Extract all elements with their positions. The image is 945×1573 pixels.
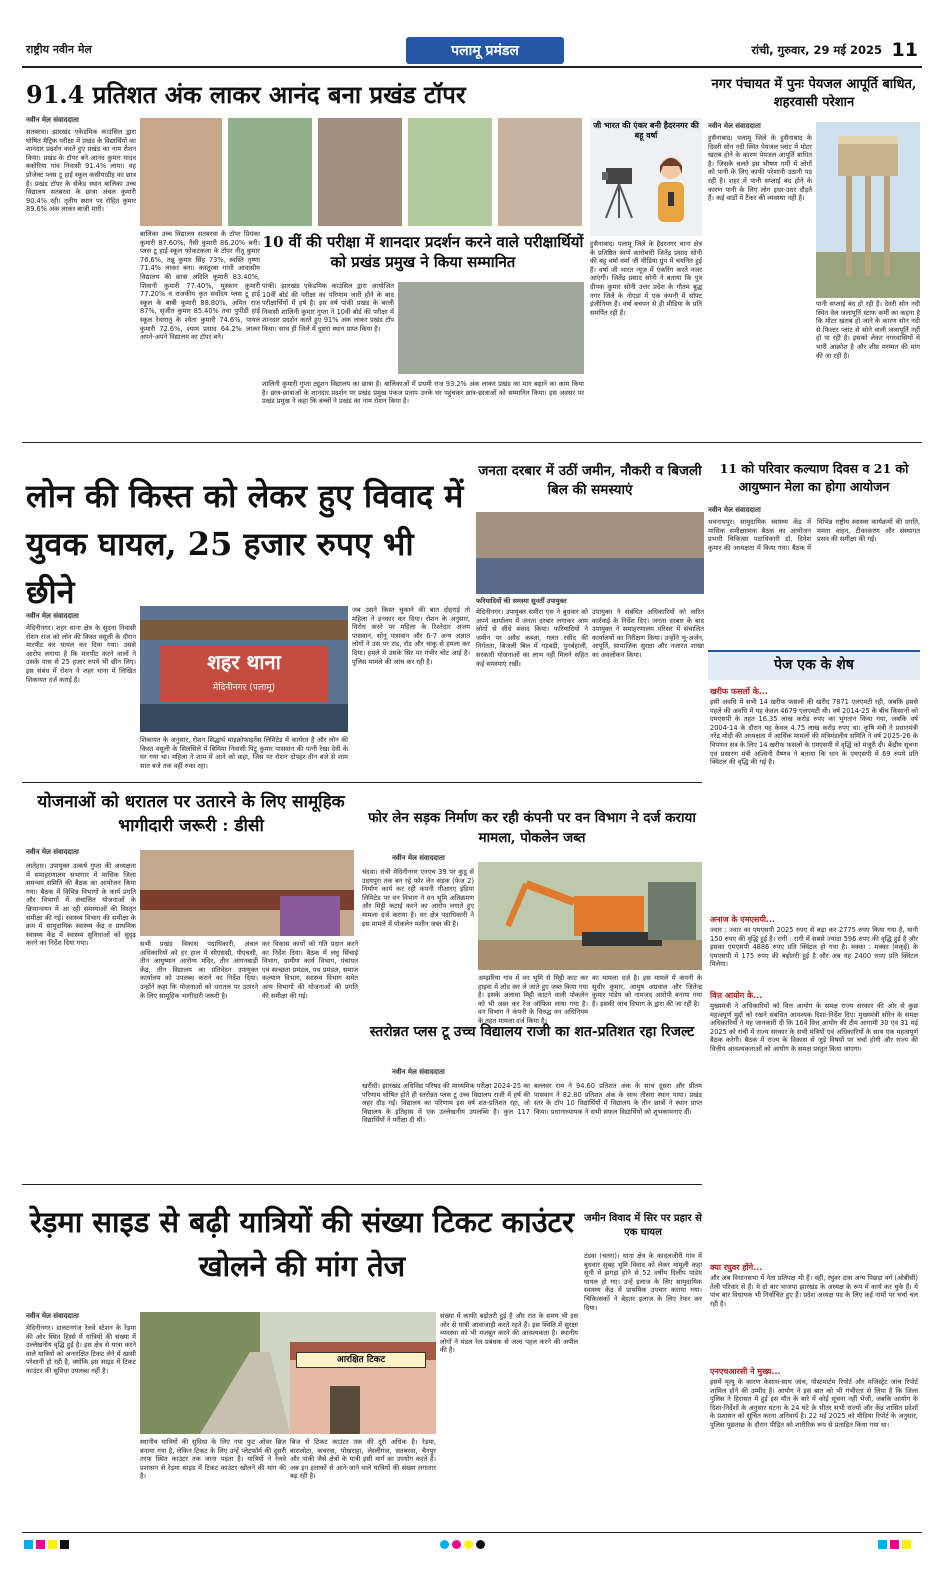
registration-mark bbox=[48, 1540, 57, 1549]
registration-mark bbox=[24, 1540, 33, 1549]
a6-text2: उपायुक्त ने संबंधित अधिकारियों को त्वरित कार्रवाई के निर्देश दिए। जनता दरबार के बाद उपायुक्त ने समाहरणालय परिसर में संचालित कार्यालयों का निरीक्षण किया। उन्होंने भू-अर्जन, आपूर्ति, सामाजिक सुरक्षा और नजारत शाखा का अवलोकन किया। bbox=[592, 608, 704, 659]
a9-text: चंदवा। रांची मेदिनीनगर एनएच 39 पर कुडू से उदयपुरा तक बन रहे फोर लेन सड़क (फेज 2) निर्माण कार्य कर रही कंपनी पीआरए इंडिया लिमिटेड पर वन विभाग ने वन भूमि अतिक्रमण और मिट्टी कटाई करने का आरोप लगाते हुए मामला दर्ज कराया है। वन क्षेत्र पदाधिकारी ने इस मामले में पोकलेन मशीन जब्त की है। bbox=[362, 868, 474, 928]
a12-headline: जमीन विवाद में सिर पर प्रहार से एक घायल bbox=[584, 1213, 702, 1238]
a7-text: भवनाथपुर। सामुदायिक स्वास्थ्य केंद्र में मासिक समीक्षात्मक बैठक का आयोजन प्रभारी चिकित्सा पदाधिकारी डॉ. दिनेश कुमार की अध्यक्षता में किया गया। बैठक में विभिन्न राष्ट्रीय स्वास्थ्य कार्यक्रमों की प्रगति, ममता वाहन, टीकाकरण और संस्थागत प्रसव की समीक्षा की गई। bbox=[708, 518, 920, 552]
a4-byline: नवीन मेल संवाददाता bbox=[708, 122, 761, 130]
station-sign: आरक्षित टिकट bbox=[296, 1352, 426, 1368]
side-t3: मुख्यमंत्री ने अधिकारियों को वित्त आयोग के समक्ष राज्य सरकार की ओर से कुछ महत्वपूर्ण मुद्दों को रखने संबंधित आवश्यक दिशा-निर्देश दिए। मुख्यमंत्री सोरेन के समक्ष अधिकारियों ने यह जानकारी दी कि 16वें वित्त आयोग की टीम आगामी 30 एवं 31 मई 2025 को रांची में राज्य सरकार के सभी मंत्रियों एवं अधिकारियों के साथ एक महत्वपूर्ण बैठक करेगी। बैठक में राज्य के विकास से जुड़े विषयों पर चर्चा होगी और राज्य की वित्तीय आवश्यकताओं को आयोग के समक्ष प्रस्तुत किया जाएगा। bbox=[710, 1002, 918, 1053]
a8-byline: नवीन मेल संवाददाता bbox=[26, 848, 79, 856]
registration-mark bbox=[890, 1540, 899, 1549]
a7-headline: 11 को परिवार कल्याण दिवस व 21 को आयुष्मान मेला का होगा आयोजन bbox=[719, 461, 909, 494]
a10-headline: स्तरोन्नत प्लस टू उच्च विद्यालय राजी का शत-प्रतिशत रहा रिजल्ट bbox=[369, 1024, 695, 1040]
a9-text3: का मामला दर्ज है। इस मामले में कंपनी के सुधीर कुमार, आयुष अग्रवाल और जितेन्द्र कुमार पांडेय को नामजद आरोपी बनाया गया है। इसकी जांच विभाग के द्वारा की जा रही है। bbox=[592, 974, 702, 1008]
station-photo bbox=[140, 1312, 436, 1434]
a4-text2: पानी सप्लाई बंद हो रही है। देवरी सोन नदी स्थित वेल जलापूर्ति स्टाफ कर्मी का कहना है कि मोटर खराब हो जाने के कारण सोन नदी से फिल्टर प्लांट से सोने वाली जलापूर्ति नहीं हो पा रही है। इसको लेकर नगरवासियों में भारी आक्रोश है और शीघ्र मरम्मत की मांग की जा रही है। bbox=[816, 300, 920, 360]
a2-text2: शालिनी कुमारी गुप्ता ट्यूशन विद्यालय का छात्रा है। बालिकाओं में प्रथमी राज 93.2% अंक लाकर प्रखंड का मान बढ़ाने का काम किया है। छात्र-छात्राओं के शानदार प्रदर्शन पर प्रखंड प्रमुख पंकज प्रताप उनके घर पहुंचकर छात्र-छात्राओं को सम्मानित किया। इस अवसर पर प्रखंड प्रमुख ने कहा कि बच्चों ने प्रखंड का नाम रोशन किया है। bbox=[262, 380, 584, 406]
footer-rule bbox=[22, 1532, 922, 1533]
registration-mark bbox=[452, 1540, 461, 1549]
topper-photos bbox=[140, 118, 582, 226]
topper-photo bbox=[408, 118, 492, 226]
side-h4: क्या रघुवर होंगे... bbox=[710, 1263, 763, 1272]
divider bbox=[22, 442, 922, 443]
a8-text: लातेहार। उपायुक्त उत्कर्ष गुप्ता की अध्यक्षता में समाहरणालय सभागार में मासिक जिला समन्वय समिति की बैठक का आयोजन किया गया। बैठक में विभिन्न विभागों के कार्य प्रगति और विभागों में संचालित योजनाओं के क्रियान्वयन में आ रही समस्याओं की विस्तृत समीक्षा की गई। स्वास्थ्य विभाग की समीक्षा के क्रम में सामुदायिक स्वास्थ्य केंद्र व प्राथमिक स्वास्थ्य केंद्र में स्वास्थ्य सुविधाओं को सुदृढ़ करने का निर्देश दिया गया। bbox=[26, 862, 136, 948]
registration-mark bbox=[902, 1540, 911, 1549]
registration-mark bbox=[36, 1540, 45, 1549]
a11-byline: नवीन मेल संवाददाता bbox=[26, 1312, 79, 1320]
divider bbox=[22, 782, 702, 783]
a2-headline: 10 वीं की परीक्षा में शानदार प्रदर्शन करने वाले परीक्षार्थियों को प्रखंड प्रमुख ने किया सम्मानित bbox=[262, 233, 584, 271]
registration-mark bbox=[440, 1540, 449, 1549]
a1-byline: नवीन मेल संवाददाता bbox=[26, 116, 79, 124]
water-tank-photo bbox=[816, 122, 920, 298]
topper-photo bbox=[498, 118, 582, 226]
a6-text: मेदिनीनगर। उपायुक्त समीरा एस ने बुधवार को अपने कार्यालय में जनता दरबार लगाकर आम लोगों से सीधे संवाद किया। फरियादियों ने जमीन पर अवैध कब्जा, गलत रसीद की निर्गतता, बिजली बिल में गड़बड़ी, पुनर्बहाली, सरकारी योजनाओं का लाभ नहीं मिलने सहित कई समस्याएं रखीं। bbox=[476, 608, 588, 668]
a10-text: खरौंधी। झारखंड अधिविद्य परिषद की माध्यमिक परीक्षा 2024-25 का परिणाम घोषित होते ही स्तरोन्नत प्लस टू उच्च विद्यालय राजी में हर्ष की लहर दौड़ गई। विद्यालय का परिणाम इस वर्ष शत-प्रतिशत रहा, जो विद्यालय के इतिहास में एक उल्लेखनीय उपलब्धि है। कुल 117 विद्यार्थियों ने परीक्षा दी थी। bbox=[362, 1082, 530, 1125]
brand-logo: राष्ट्रीय नवीन मेल bbox=[26, 43, 92, 56]
a1-col1: सतबरवा। झारखंड एकेडमिक काउंसिल द्वारा घोषित मैट्रिक परीक्षा में प्रखंड के विद्यार्थियों का शानदार प्रदर्शन करते हुए प्रखंड का नाम रोशन किया। प्रखंड के टॉपर बने आनंद कुमार यादव बकोरिया गांव निवासी 91.4% लाया। वह प्रोजेक्ट प्लस टू हाई स्कूल कसीयाडीह का छात्र है। प्रखंड टॉपर के सेकेंड स्थान बालिका उच्च विद्यालय सतबरवा के छात्रा अंचल कुमारी 90.4% रही। तृतीय स्थान पर रोहित कुमार 89.6% अंक लाकर बाजी मारी। bbox=[26, 128, 136, 214]
a3-text: हुसैनाबाद। पलामू जिले के हैदरनगर थाना क्षेत्र के प्रतिष्ठित स्वर्ण कारोबारी जितेंद्र प्रसाद सोनी की बहू वर्षा वर्मा जी मीडिया ग्रुप में चयनित हुई हैं। वर्षा जी भारत न्यूज़ में एंकरिंग करते नजर आएंगी। जितेंद्र प्रसाद सोनी ने बताया कि पुत्र दीपक कुमार सोनी उत्तर प्रदेश के गौतम बुद्ध नगर जिले के नोएडा में एक कंपनी में सॉफ्ट इंजीनियर हैं। वर्षा बचपन से ही मीडिया के प्रति समर्पित रही हैं। bbox=[590, 240, 702, 317]
a9-byline: नवीन मेल संवाददाता bbox=[392, 854, 445, 862]
side-t1: इसी अवधि में सभी 14 खरीफ फसलों की खरीद 7871 एलएमटी रही, जबकि इससे पहले की अवधि में यह केवल 4679 एलएमटी थी। वर्ष 2014-25 के बीच किसानों को एमएसपी के तहत 16.35 लाख करोड़ रुपए का भुगतान किया गया, जबकि वर्ष 2004-14 के दौरान यह केवल 4.75 लाख करोड़ रुपए था। कृषि मंत्री ने प्रधानमंत्री नरेंद्र मोदी की अध्यक्षता में आर्थिक मामलों की मंत्रिमंडलीय समिति ने वर्ष 2025-26 के विपणन सत्र के लिए 14 खरीफ फसलों के एमएसपी में वृद्धि को मंजूरी दी। केंद्रीय सूचना एवं प्रसारण मंत्री अश्विनी वैष्णव ने बताया कि धान के एमएसपी में 69 रुपये प्रति क्विंटल की वृद्धि की गई है। bbox=[710, 698, 918, 767]
masthead bbox=[22, 36, 922, 66]
a10-byline: नवीन मेल संवाददाता bbox=[392, 1068, 445, 1076]
a8-headline: योजनाओं को धरातल पर उतारने के लिए सामूहिक भागीदारी जरूरी : डीसी bbox=[37, 792, 345, 836]
a9-text2: अम्झरिया गांव में वन भूमि से मिट्टी काट कर हाइवा में लोड कर ले जाते हुए जब्त किया गया है। इसके अलावा मिट्टी काटने वाली पोकलेन को भी जब्त कर रेंज ऑफिस लाया गया है। वन विभाग ने कंपनी के विरुद्ध वन अधिनियम के तहत मामला दर्ज किया है। bbox=[478, 974, 588, 1025]
a6-photo bbox=[476, 512, 704, 594]
registration-mark bbox=[878, 1540, 887, 1549]
station-sign-sub: मेदिनीनगर (पलामू) bbox=[212, 683, 276, 693]
side-t5: इसमें मृत्यु के कारण केसाथ-साथ जांच, पोस्टमार्टम रिपोर्ट और मजिस्ट्रेट जांच रिपोर्ट शामिल होने की उम्मीद है। आयोग ने इस बात को भी गंभीरता से लिया है कि जिला पुलिस ने हिरासत में हुई इस मौत के बारे में कोई सूचना नहीं भेजी, जबकि आयोग के दिशा-निर्देशों के अनुसार घटना के 24 घंटे के भीतर सभी राज्यों और केंद्र शासित प्रदेशों के प्रशासन को सूचित करना अनिवार्य है। 22 मई 2025 को मीडिया रिपोर्ट के अनुसार, पुलिस पूछताछ के दौरान पीड़ित को शारीरिक रूप से प्रताड़ित किया गया था। bbox=[710, 1378, 918, 1429]
anchor-figure-icon bbox=[646, 152, 696, 232]
side-h3: वित्त आयोग के... bbox=[710, 991, 763, 1000]
a5-text2: शिकायत के अनुसार, रोशन सिद्धार्थ माइक्रोफाइनेंस लिमिटेड में कार्यरत है और लोन की किस्त वसूली के सिलसिले में बिमिया निवासी पिंटू कुमार पासवान की पत्नी रेखा देवी के घर गया था। महिला ने शाम में आने को कहा, जिस पर रोशन दोपहर तीन बजे से शाम सात बजे तक वहीं रुका रहा। bbox=[140, 736, 348, 770]
registration-mark bbox=[60, 1540, 69, 1549]
side-h1: खरीफ फसलों के... bbox=[710, 687, 768, 696]
a11-text3: बिज से टिकट काउंटर तक की दूरी अधिक है। रेड़मा, बारालोटा, कचरवा, पोखराहा, लेस्लीगंज, सतबरवा, चैनपुर और पांकी जैसे क्षेत्रों के यात्री इसी मार्ग का उपयोग करते हैं। अब इन इलाकों से आने-जाने वाले यात्रियों की संख्या लगातार बढ़ रही है। bbox=[290, 1438, 436, 1481]
side-h5: एनएचआरसी ने मुख्य... bbox=[710, 1367, 781, 1376]
a2-photo bbox=[398, 282, 584, 374]
a11-text2: स्थानीय यात्रियों की सुविधा के लिए नया फुट ओवर ब्रिज बनाया गया है, लेकिन टिकट के लिए उन्हें प्लेटफॉर्म की दूसरी तरफ स्थित काउंटर तक जाना पड़ता है। यात्रियों ने रेलवे प्रशासन से रेड़मा साइड में टिकट काउंटर खोलने की मांग की है। bbox=[140, 1438, 286, 1481]
masthead-rule bbox=[22, 66, 922, 68]
side-t4: और अब विधानसभा में नेता प्रतिपक्ष भी हैं। वहीं, रघुवर दास अन्य पिछड़ा वर्ग (ओबीसी) तेली परिवार से हैं। ये दो बार भाजपा झारखंड के अध्यक्ष के रूप में कार्य कर चुके हैं। ये पांच बार विधायक भी निर्वाचित हुए हैं। प्रदेश अध्यक्ष पद के लिए कई नामों पर चर्चा चल रही है। bbox=[710, 1274, 918, 1308]
a6-headline: जनता दरबार में उठीं जमीन, नौकरी व बिजली बिल की समस्याएं bbox=[478, 463, 702, 498]
side-h2: अनाज के एमएसपी... bbox=[710, 915, 776, 924]
topper-photo bbox=[228, 118, 312, 226]
a9-headline: फोर लेन सड़क निर्माण कर रही कंपनी पर वन विभाग ने दर्ज कराया मामला, पोकलेन जब्त bbox=[368, 810, 696, 846]
a8-photo bbox=[140, 850, 354, 936]
section-title: पलामू प्रमंडल bbox=[451, 43, 519, 59]
a11-text4: संख्या में काफी बढ़ोतरी हुई है और रात के समय भी इस ओर से यात्री आवाजाही करते रहते हैं। इस स्थिति में सुरक्षा व्यवस्था को भी मजबूत करने की आवश्यकता है। स्थानीय लोगों ने मंडल रेल प्रबंधक से जल्द पहल करने की अपील की है। bbox=[440, 1312, 578, 1355]
a4-headline: नगर पंचायत में पुनः पेयजल आपूर्ति बाधित, शहरवासी परेशान bbox=[711, 77, 917, 110]
camera-icon bbox=[600, 160, 638, 220]
registration-mark bbox=[476, 1540, 485, 1549]
a5-text: मेदिनीनगर। शहर थाना क्षेत्र के सुदना निवासी रोशन राज को लोन की किस्त वसूली के दौरान मारपीट कर घायल कर दिया गया। उससे आरोप लगाया है कि मारपीट करने वालों ने उसके पास से 25 हजार रुपये भी छीन लिए। इस संबंध में रोशन ने शहर थाना में लिखित शिकायत दर्ज कराई है। bbox=[26, 624, 136, 684]
a5-headline: लोन की किस्त को लेकर हुए विवाद में युवक घायल, 25 हजार रुपए भी छीने bbox=[26, 477, 464, 611]
topper-photo bbox=[140, 118, 222, 226]
page-number: 11 bbox=[891, 39, 918, 61]
a4-text: हुसैनाबाद। पलामू जिले के हुसैनाबाद के दिवरी सोन नदी स्थित पेयजल प्लांट में मोटर खराब होने के कारण पेयजल आपूर्ति बाधित है। जिसके चलते इस भीषण गर्मी में लोगों को पानी के लिए काफी परेशानी उठानी पड़ रही है। शहर में पानी सप्लाई बंद होने के कारण पानी के लिए लोग इधर-उधर दौड़ते हैं। कई वार्डों में टैंकर की व्यवस्था नहीं है। bbox=[708, 134, 812, 203]
a3-caption: जी भारत की एंकर बनी हैदरनगर की बहू वर्षा bbox=[593, 120, 699, 140]
divider bbox=[22, 1184, 702, 1185]
a7-byline: नवीन मेल संवाददाता bbox=[708, 506, 761, 514]
a6-caption: फरियादियों की समस्या सुनतीं उपायुक्त bbox=[476, 597, 567, 605]
a11-text: मेदिनीनगर। डालटनगंज रेलवे स्टेशन के रेड़मा की ओर स्थित हिस्से में यात्रियों की संख्या में उल्लेखनीय वृद्धि हुई है। इस क्षेत्र से यात्रा करने वाले यात्रियों को अनारक्षित टिकट लेने में खासी परेशानी हो रही है, क्योंकि इस साइड में टिकट काउंटर की सुविधा उपलब्ध नहीं है। bbox=[26, 1324, 136, 1375]
police-station-photo bbox=[140, 606, 348, 732]
a5-byline: नवीन मेल संवाददाता bbox=[26, 612, 79, 620]
a10-text2: बल्लवर राम ने 94.60 प्रतिशत अंक के साथ दूसरा और प्रीतम पासवान ने 82.80 प्रतिशत अंक के साथ तीसरा स्थान पाया। प्रखंड स्तर के टॉप 10 विद्यार्थियों में विद्यालय के तीन छात्रों ने स्थान प्राप्त किया। प्रधानाध्यापक ने सभी सफल विद्यार्थियों को शुभकामनाएं दीं। bbox=[534, 1082, 702, 1116]
dateline: रांची, गुरुवार, 29 मई 2025 bbox=[751, 43, 882, 57]
topper-photo bbox=[318, 118, 402, 226]
a2-text1: पांकी। झारखंड एकेडमिक काउंसिल द्वारा आयोजित 10वीं बोर्ड की परीक्षा का परिणाम जारी होने के बाद परीक्षार्थियों में हर्ष है। इस वर्ष पांकी प्रखंड के बरली निवासी शालिनी कुमार गुप्ता ने 10वीं बोर्ड की परीक्षा में शानदार प्रदर्शन करते हुए 91% अंक लाकर प्रखंड टॉप किया। साथ ही जिले में दूसरा स्थान प्राप्त किया है। bbox=[262, 282, 394, 333]
a1-headline: 91.4 प्रतिशत अंक लाकर आनंद बना प्रखंड टॉपर bbox=[26, 80, 466, 109]
excavator-photo bbox=[478, 862, 702, 970]
a12-text: टंडवा (चतरा)। थाना क्षेत्र के कादलजीरी गांव में बुधवार सुबह भूमि विवाद को लेकर मामूली कहा सुनी में झगड़ा होने से 52 वर्षीय दिलीप पांडेय घायल हो गए। उन्हें इलाज के लिए सामुदायिक स्वास्थ्य केंद्र में प्राथमिक उपचार कराया गया। चिकित्सकों ने बेहतर इलाज के लिए रेफर कर दिया। bbox=[584, 1252, 702, 1312]
a5-text3: जब उसने किस्त चुकाने की बात दोहराई तो महिला ने इनकार कर दिया। रोशन के अनुसार, विरोध करने पर महिला के रिश्तेदार अजय पासवान, सोनू पासवान और 6-7 अन्य अज्ञात लोगों ने उस पर राड, रॉड और चाकू से हमला कर दिया। हमले में उसके सिर पर गंभीर चोट आई है। पुलिस मामले की जांच कर रही है। bbox=[352, 606, 470, 666]
side-header-title: पेज एक के शेष bbox=[774, 657, 854, 673]
station-sign: शहर थाना bbox=[207, 650, 281, 674]
side-t2: ज्वार : ज्वार का एमएसपी 2025 रुपए से बढ़ा कर 2775 रुपए किया गया है, यानी 150 रुपए की वृद्धि हुई है। रागी : रागी में सबसे ज्यादा 596 रुपए की वृद्धि हुई है और इसका एमएसपी 4886 रुपए प्रति क्विंटल हो गया है। मक्का : मक्का (मक्ई) के एमएसपी में 175 रुपए की बढ़ोतरी हुई है और अब यह 2400 रुपए प्रति क्विंटल मिलेगा। bbox=[710, 926, 918, 969]
a11-headline: रेड़मा साइड से बढ़ी यात्रियों की संख्या टिकट काउंटर खोलने की मांग तेज bbox=[30, 1205, 574, 1283]
a8-text2: सभी प्रखंड विकास पदाधिकारी, अंचल अधिकारियों को हर हाल में सीएससी, पीएचसी, तीन आयुष्मान आरोग्य मंदिर, तीन आंगनबाड़ी केंद्र, तीन विद्यालय का प्रतिवेदन उपायुक्त कार्यालय को उपलब्ध कराने का निर्देश दिया। उन्होंने कहा कि योजनाओं को धरातल पर उतारने के लिए सामूहिक भागीदारी जरूरी है। bbox=[140, 940, 258, 1000]
a8-text3: कर विकास कार्यों को गति प्रदान करने का निर्देश दिया। बैठक में लघु सिंचाई विभाग, ग्रामीण कार्य विभाग, पंचायत एवं स्वच्छता प्रमंडल, पथ प्रमंडल, समाज कल्याण विभाग, स्वास्थ्य विभाग समेत अन्य विभागों की योजनाओं की प्रगति की समीक्षा की गई। bbox=[262, 940, 358, 1000]
a1-col2: बालिका उच्च विद्यालय सतबरवा के टॉपर प्रियंका कुमारी 87.60%, नैंसी कुमारी 86.20% बनी। प्लस टू हाई स्कूल फोकटकला के टॉपर नीतू कुमार 76.6%, तन्नू कुमार सिंह 73%, स्वस्ति तृष्णा 71.4% लाकर बना। कस्तूरबा गांधी आवासीय विद्यालय की छात्रा अदिति कुमारी 83.40%, शिवानी कुमारी 77.40%, मुस्कान कुमारी 77.20% व राजकीय कृत सर्वोदय प्लस टू हाई स्कूल के बाबी कुमारी 88.80%, अमित राज 87%, सृजीत कुमार 85.40% तथा पुपीडी हाई स्कूल रेवारातु के श्वेता कुमारी 74.6%, पायल कुमारी 72.6%, श्याम प्रसाद 64.2% लाकर अपने-अपने विद्यालय का टॉपर बने। bbox=[140, 230, 260, 342]
registration-mark bbox=[464, 1540, 473, 1549]
